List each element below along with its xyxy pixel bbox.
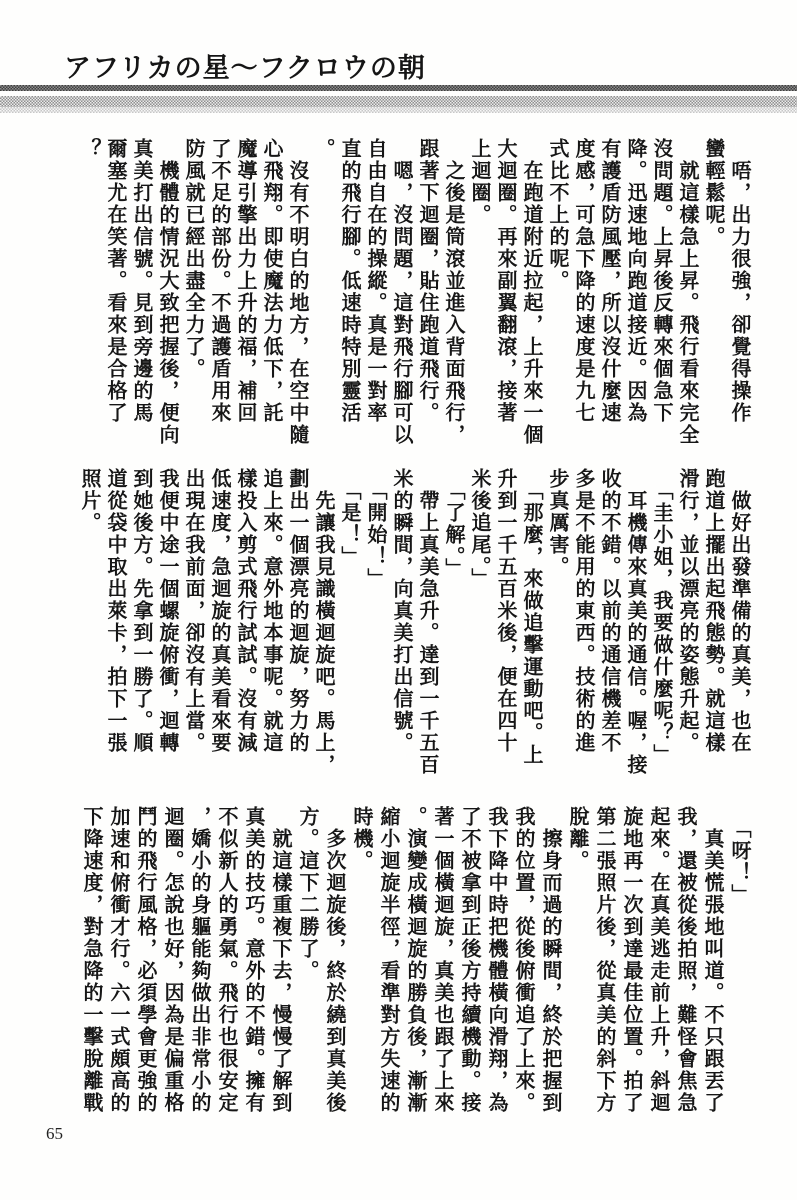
text-column: 沒問題。上昇後反轉來個急下 bbox=[650, 138, 672, 424]
text-column: 沒有不明白的地方，在空中隨 bbox=[286, 138, 308, 446]
text-column: 著一個橫迴旋，真美也跟了上來 bbox=[431, 806, 453, 1114]
halftone-band-dark-stripe bbox=[0, 96, 797, 107]
text-column: 下降速度，對急降的一擊脫離戰 bbox=[80, 806, 102, 1114]
title-divider-line bbox=[0, 85, 797, 91]
text-column: 步真厲害。 bbox=[546, 468, 568, 578]
text-column: ，嬌小的身軀能夠做出非常小的 bbox=[188, 806, 210, 1114]
text-column: 就這樣急上昇。飛行看來完全 bbox=[676, 138, 698, 446]
text-column: 機體的情況大致把握後，便向 bbox=[156, 138, 178, 446]
text-column: 防風就已經出盡全力了。 bbox=[182, 138, 204, 380]
text-column: 我便中途一個螺旋俯衝，迴轉 bbox=[156, 468, 178, 754]
text-column: 真美慌張地叫道。不只跟丟了 bbox=[701, 806, 723, 1114]
text-column: 爾塞尤在笑著。看來是合格了 bbox=[104, 138, 126, 424]
text-column: 自由自在的操縱。真是一對率 bbox=[364, 138, 386, 424]
text-column: 降。迅速地向跑道接近。因為 bbox=[624, 138, 646, 424]
text-column: 鬥的飛行風格，必須學會更強的 bbox=[134, 806, 156, 1114]
decorative-halftone-band bbox=[0, 96, 797, 113]
text-column: 我，還被從後拍照，難怪會焦急 bbox=[674, 806, 696, 1114]
text-column: 耳機傳來真美的通信。喔，接 bbox=[624, 468, 646, 776]
text-column: 就這樣重複下去，慢慢了解到 bbox=[269, 806, 291, 1114]
text-column: 真美的技巧。意外的不錯。擁有 bbox=[242, 806, 264, 1114]
text-column: 蠻輕鬆呢。 bbox=[702, 138, 724, 248]
text-column: 我的位置，從後俯衝追了上來。 bbox=[512, 806, 534, 1114]
text-column: 多次迴旋後，終於繞到真美後 bbox=[323, 806, 345, 1114]
text-tier-3 bbox=[77, 806, 752, 1140]
text-column: 了不被拿到正後方持續機動。接 bbox=[458, 806, 480, 1114]
page-number: 65 bbox=[46, 1124, 63, 1143]
text-column: 米的瞬間，向真美打出信號。 bbox=[390, 468, 412, 754]
text-column: 縮小迴旋半徑，看準對方失速的 bbox=[377, 806, 399, 1114]
text-column: 照片。 bbox=[78, 468, 100, 534]
text-column: 唔，出力很強，卻覺得操作 bbox=[728, 138, 750, 424]
text-column: 方。這下二勝了。 bbox=[296, 806, 318, 982]
text-column: 做好出發準備的真美，也在 bbox=[728, 468, 750, 754]
text-column: 第二張照片後，從真美的斜下方 bbox=[593, 806, 615, 1114]
text-column: 追上來。意外地本事呢。就這 bbox=[260, 468, 282, 754]
text-column: 跑道上擺出起飛態勢。就這樣 bbox=[702, 468, 724, 754]
text-column: 迴圈。怎說也好，因為是偏重格 bbox=[161, 806, 183, 1114]
text-column: 了不足的部份。不過護盾用來 bbox=[208, 138, 230, 424]
text-column: 到她後方。先拿到一勝了。順 bbox=[130, 468, 152, 754]
text-column: 嗯，沒問題，這對飛行腳可以 bbox=[390, 138, 412, 446]
text-column: 收的不錯。以前的通信機差不 bbox=[598, 468, 620, 754]
text-column: 旋地再一次到達最佳位置。拍了 bbox=[620, 806, 642, 1114]
text-column: 跟著下迴圈，貼住跑道飛行。 bbox=[416, 138, 438, 424]
text-column: 擦身而過的瞬間，終於把握到 bbox=[539, 806, 561, 1114]
text-column: 升到一千五百米後，便在四十 bbox=[494, 468, 516, 754]
text-column: 「了解。」 bbox=[442, 468, 464, 580]
text-column: 。演變成橫迴旋的勝負後，漸漸 bbox=[404, 806, 426, 1114]
text-column: 直的飛行腳。低速時特別靈活 bbox=[338, 138, 360, 424]
text-column: 「圭小姐，我要做什麼呢？」 bbox=[650, 468, 672, 766]
page-title: アフリカの星～フクロウの朝 bbox=[64, 53, 426, 83]
text-column: 出現在我前面，卻沒有上當。 bbox=[182, 468, 204, 754]
text-column: 我下降中時把機體橫向滑翔，為 bbox=[485, 806, 507, 1114]
text-column: 帶上真美急升。達到一千五百 bbox=[416, 468, 438, 776]
text-column: 多是不能用的東西。技術的進 bbox=[572, 468, 594, 754]
text-column: 度感，可急下降的速度是九七 bbox=[572, 138, 594, 424]
text-column: 大迴圈。再來副翼翻滾，接著 bbox=[494, 138, 516, 424]
text-column: 先讓我見識橫迴旋吧。馬上， bbox=[312, 468, 334, 776]
text-column: 脫離。 bbox=[566, 806, 588, 872]
text-column: 魔導引擎出力上升的福，補回 bbox=[234, 138, 256, 424]
text-column: 「呀！」 bbox=[728, 806, 750, 906]
text-column: 時機。 bbox=[350, 806, 372, 872]
text-column: 加速和俯衝才行。六一式頗高的 bbox=[107, 806, 129, 1114]
text-column: 之後是筒滾並進入背面飛行， bbox=[442, 138, 464, 446]
text-column: 在跑道附近拉起，上升來一個 bbox=[520, 138, 542, 446]
text-column: 心飛翔。即使魔法力低下，託 bbox=[260, 138, 282, 424]
text-column: ？ bbox=[78, 138, 100, 160]
text-column: 滑行，並以漂亮的姿態升起。 bbox=[676, 468, 698, 754]
text-column: 不似新人的勇氣。飛行也很安定 bbox=[215, 806, 237, 1114]
text-column: 真美打出信號。見到旁邊的馬 bbox=[130, 138, 152, 424]
text-tier-2 bbox=[76, 468, 752, 802]
text-column: 道從袋中取出萊卡，拍下一張 bbox=[104, 468, 126, 754]
text-column: 低速度，急迴旋的真美看來要 bbox=[208, 468, 230, 754]
text-column: 式比不上的呢。 bbox=[546, 138, 568, 292]
text-tier-1 bbox=[76, 138, 752, 472]
text-column: 樣投入剪式飛行試試。沒有減 bbox=[234, 468, 256, 754]
text-column: 起來。在真美逃走前上升，斜迴 bbox=[647, 806, 669, 1114]
text-column: 「是！」 bbox=[338, 468, 360, 568]
text-column: 劃出一個漂亮的迴旋，努力的 bbox=[286, 468, 308, 754]
text-column: 米後追尾。」 bbox=[468, 468, 490, 590]
text-column: 「開始！」 bbox=[364, 468, 386, 590]
text-column: 。 bbox=[312, 138, 334, 160]
halftone-band-light-stripe bbox=[0, 107, 797, 113]
text-column: 有護盾防風壓，所以沒什麼速 bbox=[598, 138, 620, 424]
text-column: 上迴圈。 bbox=[468, 138, 490, 226]
text-column: 「那麼，來做追擊運動吧。上 bbox=[520, 468, 542, 766]
